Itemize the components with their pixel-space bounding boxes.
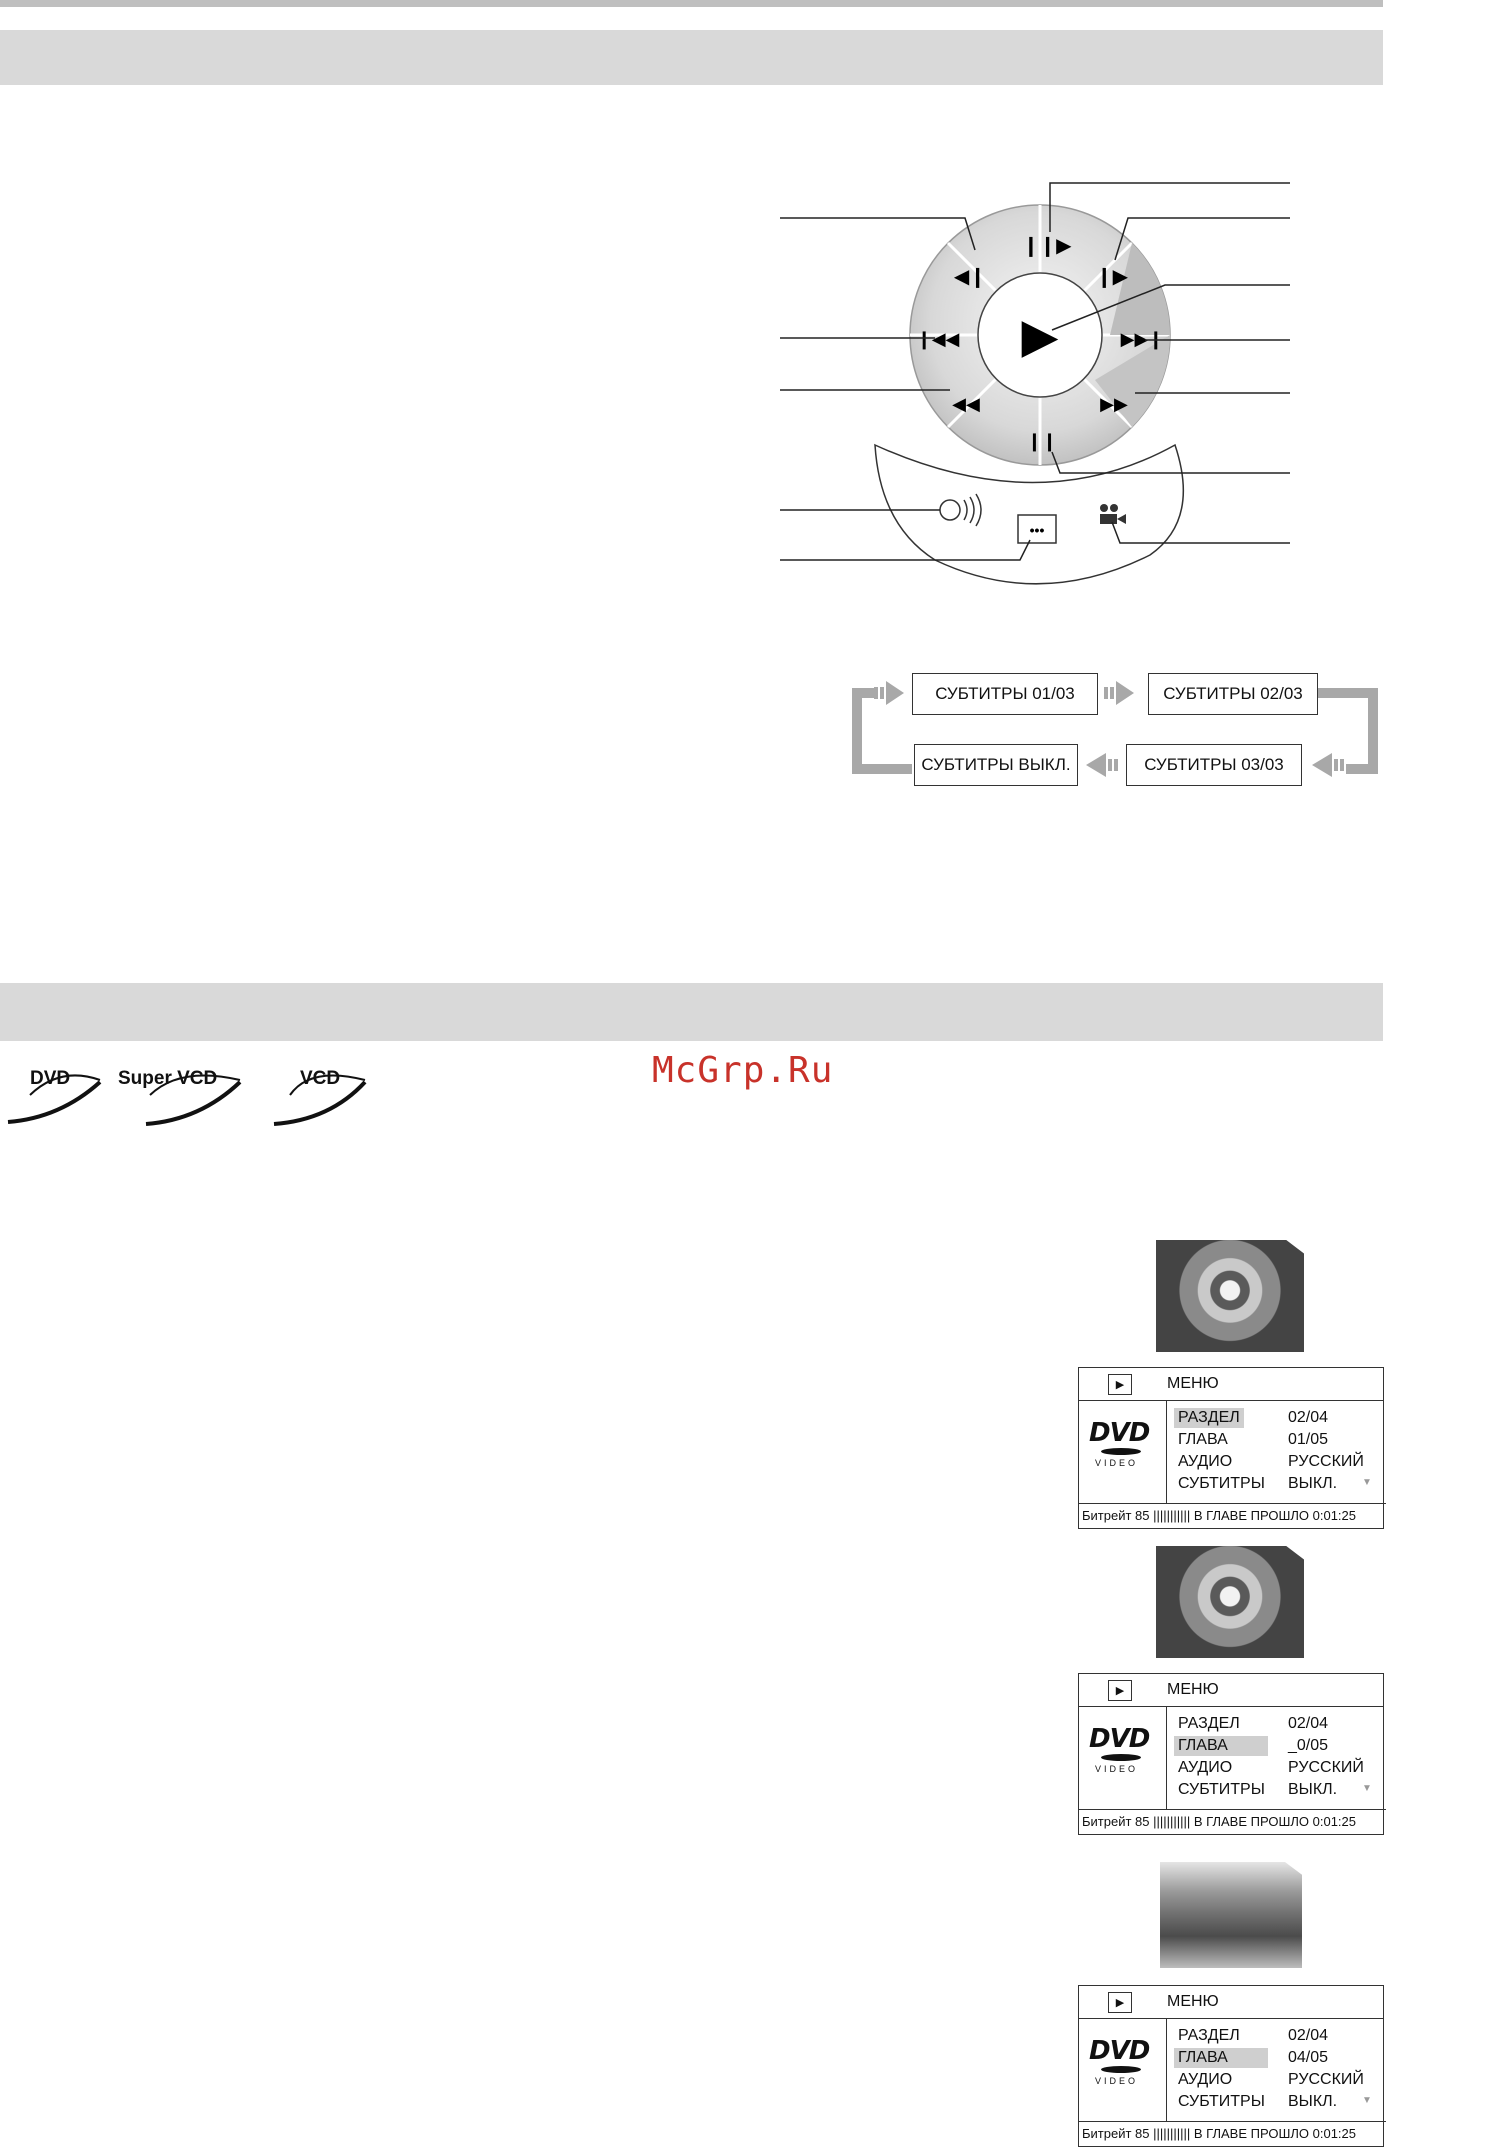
dvd-logo-text: DVD: [1089, 1418, 1150, 1448]
osd-header: [1079, 1674, 1383, 1707]
osd-row-title[interactable]: [1174, 1408, 1379, 1428]
osd-value: _0/05: [1288, 1737, 1329, 1754]
disc-icon: [1101, 1754, 1141, 1761]
subtitle-state-off: СУБТИТРЫ ВЫКЛ.: [914, 744, 1078, 786]
osd-key: СУБТИТРЫ: [1178, 2093, 1265, 2110]
photo-flower-1: [1156, 1240, 1304, 1352]
osd-key: РАЗДЕЛ: [1178, 1715, 1240, 1732]
watermark: McGrp.Ru: [652, 1050, 834, 1091]
osd-row-audio[interactable]: [1174, 2070, 1379, 2090]
osd-key: СУБТИТРЫ: [1178, 1781, 1265, 1798]
osd-key: ГЛАВА: [1174, 2048, 1268, 2068]
format-dvd: DVD: [30, 1068, 71, 1089]
osd-key: РАЗДЕЛ: [1178, 2027, 1240, 2044]
osd-panel-3: [1078, 1985, 1384, 2147]
osd-menu-title: МЕНЮ: [1167, 1375, 1219, 1392]
pause-icon[interactable]: ❙❙: [1026, 431, 1058, 452]
step-back-icon[interactable]: ◀❙: [953, 264, 987, 288]
osd-value: ВЫКЛ.: [1288, 1781, 1338, 1798]
dvd-logo-sub: VIDEO: [1095, 1458, 1139, 1468]
osd-value: 04/05: [1288, 2049, 1329, 2066]
dvd-logo-sub: VIDEO: [1095, 2076, 1139, 2086]
osd-key: СУБТИТРЫ: [1178, 1475, 1265, 1492]
scroll-down-icon: ▼: [1362, 2095, 1372, 2106]
disc-icon: [1101, 1448, 1141, 1455]
osd-row-chapter[interactable]: [1174, 1736, 1379, 1756]
prev-chapter-icon[interactable]: ❙◀◀: [916, 329, 960, 350]
osd-row-audio[interactable]: [1174, 1758, 1379, 1778]
osd-key: РАЗДЕЛ: [1174, 1408, 1244, 1428]
osd-value: РУССКИЙ: [1288, 2071, 1364, 2088]
disc-icon: [1101, 2066, 1141, 2073]
osd-key: АУДИО: [1178, 1759, 1233, 1776]
dvd-logo-sub: VIDEO: [1095, 1764, 1139, 1774]
play-icon: ▶: [1108, 1680, 1132, 1701]
osd-panel-1: [1078, 1367, 1384, 1529]
osd-row-chapter[interactable]: [1174, 2048, 1379, 2068]
dvd-logo-text: DVD: [1089, 2036, 1150, 2066]
dvd-logo-text: DVD: [1089, 1724, 1150, 1754]
dvd-video-logo: [1079, 1706, 1167, 1809]
osd-value: ВЫКЛ.: [1288, 2093, 1338, 2110]
osd-status-bar: Битрейт 85 ||||||||||| В ГЛАВЕ ПРОШЛО 0:01:25: [1079, 1809, 1386, 1835]
osd-key: АУДИО: [1178, 2071, 1233, 2088]
next-chapter-icon[interactable]: ▶▶❙: [1120, 329, 1164, 350]
osd-header: [1079, 1986, 1383, 2019]
osd-menu-title: МЕНЮ: [1167, 1993, 1219, 2010]
osd-value: 02/04: [1288, 2027, 1329, 2044]
subtitle-state-03: СУБТИТРЫ 03/03: [1126, 744, 1302, 786]
osd-row-subtitles[interactable]: [1174, 1474, 1379, 1494]
photo-flower-2: [1156, 1546, 1304, 1658]
osd-value: РУССКИЙ: [1288, 1453, 1364, 1470]
step-forward-icon[interactable]: ❙▶: [1095, 264, 1129, 288]
osd-header: [1079, 1368, 1383, 1401]
osd-value: ВЫКЛ.: [1288, 1475, 1338, 1492]
osd-row-audio[interactable]: [1174, 1452, 1379, 1472]
osd-status-bar: Битрейт 85 ||||||||||| В ГЛАВЕ ПРОШЛО 0:01:25: [1079, 2121, 1386, 2147]
osd-row-subtitles[interactable]: [1174, 2092, 1379, 2112]
play-icon: ▶: [1108, 1992, 1132, 2013]
format-super-vcd: Super VCD: [118, 1068, 218, 1089]
subtitle-state-02: СУБТИТРЫ 02/03: [1148, 673, 1318, 715]
osd-key: ГЛАВА: [1174, 1736, 1268, 1756]
osd-key: АУДИО: [1178, 1453, 1233, 1470]
subtitle-state-01: СУБТИТРЫ 01/03: [912, 673, 1098, 715]
scroll-down-icon: ▼: [1362, 1783, 1372, 1794]
osd-menu-title: МЕНЮ: [1167, 1681, 1219, 1698]
osd-row-title[interactable]: [1174, 2026, 1379, 2046]
subtitle-icon: •••: [1029, 522, 1045, 538]
dvd-video-logo: [1079, 2018, 1167, 2121]
osd-row-chapter[interactable]: [1174, 1430, 1379, 1450]
fast-forward-icon[interactable]: ▶▶: [1100, 394, 1128, 415]
osd-row-title[interactable]: [1174, 1714, 1379, 1734]
osd-row-subtitles[interactable]: [1174, 1780, 1379, 1800]
play-icon: ▶: [1108, 1374, 1132, 1395]
photo-trees: [1160, 1862, 1302, 1968]
osd-panel-2: [1078, 1673, 1384, 1835]
osd-value: 02/04: [1288, 1715, 1329, 1732]
slow-forward-icon[interactable]: ❙❙▶: [1022, 233, 1072, 257]
osd-value: РУССКИЙ: [1288, 1759, 1364, 1776]
format-vcd: VCD: [300, 1068, 341, 1089]
play-icon: ▶: [1021, 308, 1059, 364]
osd-value: 01/05: [1288, 1431, 1329, 1448]
osd-status-bar: Битрейт 85 ||||||||||| В ГЛАВЕ ПРОШЛО 0:01:25: [1079, 1503, 1386, 1529]
osd-value: 02/04: [1288, 1409, 1329, 1426]
dvd-video-logo: [1079, 1400, 1167, 1503]
scroll-down-icon: ▼: [1362, 1477, 1372, 1488]
osd-key: ГЛАВА: [1178, 1431, 1228, 1448]
rewind-icon[interactable]: ◀◀: [952, 394, 980, 415]
